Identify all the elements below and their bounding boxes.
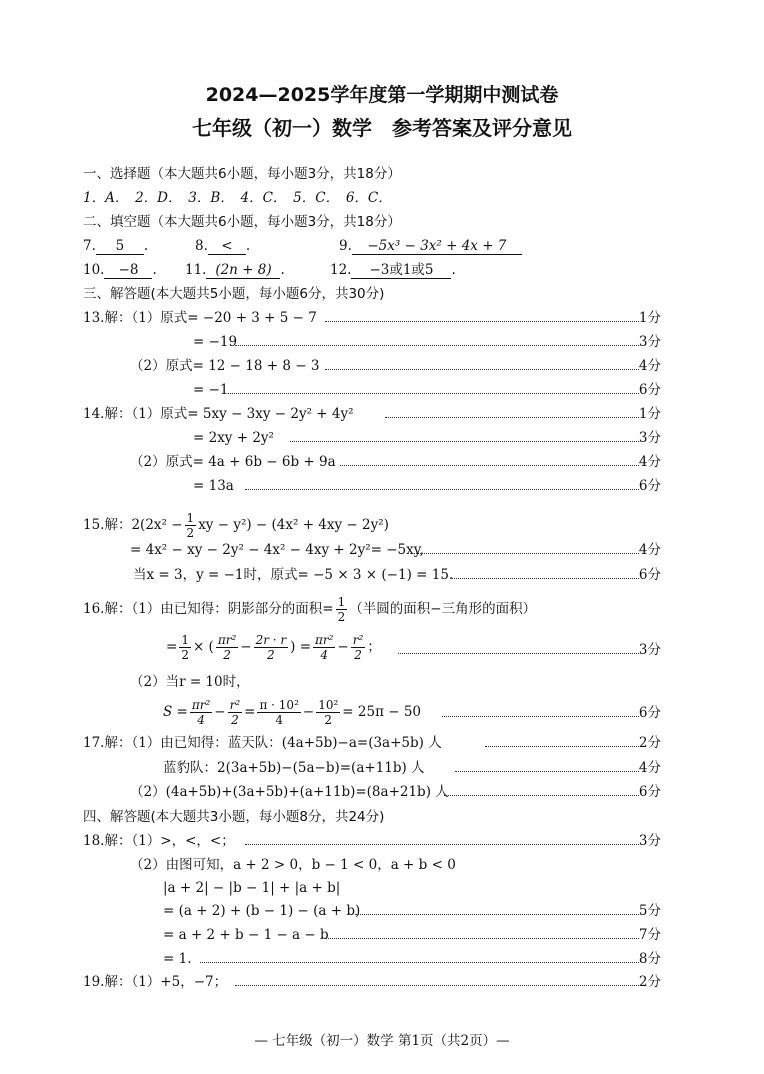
score: 6分 bbox=[638, 478, 661, 494]
page-subtitle: 七年级（初一）数学 参考答案及评分意见 bbox=[192, 116, 572, 140]
q18-line1: 18.解：（1）>，<，<； bbox=[83, 833, 235, 849]
score: 4分 bbox=[638, 542, 661, 558]
q17-line2: 蓝豹队：2(3a+5b)−(5a−b)=(a+11b) 人 bbox=[163, 760, 425, 776]
q14-line2: = 2xy + 2y² bbox=[193, 430, 274, 446]
leader-dots bbox=[355, 914, 639, 915]
leader-dots bbox=[228, 393, 639, 394]
leader-dots bbox=[442, 716, 639, 717]
score: 4分 bbox=[638, 454, 661, 470]
score: 3分 bbox=[638, 430, 661, 446]
q17-line1: 17.解：（1）由已知得：蓝天队：(4a+5b)−a=(3a+5b) 人 bbox=[83, 735, 442, 751]
leader-dots bbox=[444, 795, 639, 796]
fill-q7: 7. 5 . bbox=[83, 238, 149, 254]
score: 2分 bbox=[638, 974, 661, 990]
q14-line3: （2）原式= 4a + 6b − 6b + 9a bbox=[130, 454, 336, 470]
q19-line1: 19.解：（1）+5，−7； bbox=[83, 974, 228, 990]
score: 4分 bbox=[638, 760, 661, 776]
leader-dots bbox=[452, 578, 639, 579]
section-heading-solve-2: 四、解答题(本大题共3小题，每小题8分，共24分) bbox=[83, 809, 385, 825]
q13-line4: = −1 bbox=[193, 382, 229, 398]
leader-dots bbox=[385, 417, 639, 418]
choice-answers: 1．A． 2．D． 3．B． 4．C． 5．C． 6．C． bbox=[83, 190, 392, 206]
leader-dots bbox=[455, 771, 639, 772]
page-title: 2024—2025学年度第一学期期中测试卷 bbox=[205, 84, 559, 106]
score: 6分 bbox=[638, 382, 661, 398]
leader-dots bbox=[485, 746, 639, 747]
q13-line2: = −19 bbox=[193, 334, 238, 350]
score: 3分 bbox=[638, 334, 661, 350]
section-heading-solve: 三、解答题(本大题共5小题，每小题6分，共30分) bbox=[83, 286, 385, 302]
fill-q8: 8. < . bbox=[195, 238, 251, 254]
q15-line2: = 4x² − xy − 2y² − 4x² − 4xy + 2y²= −5xy, bbox=[130, 542, 424, 558]
score: 6分 bbox=[638, 705, 661, 721]
section-heading-choice: 一、选择题（本大题共6小题，每小题3分，共18分） bbox=[83, 166, 401, 182]
q18-line3: |a + 2| − |b − 1| + |a + b| bbox=[163, 880, 341, 896]
score: 5分 bbox=[638, 903, 661, 919]
leader-dots bbox=[235, 985, 639, 986]
score: 4分 bbox=[638, 358, 661, 374]
q18-line5: = a + 2 + b − 1 − a − b bbox=[163, 927, 329, 943]
fill-q10: 10. −8 . bbox=[83, 262, 157, 278]
score: 8分 bbox=[638, 951, 661, 967]
q16-line1: 16.解：（1）由已知得：阴影部分的面积= $\frac{1}{2}$ （半圆的面积−三角形的面积） bbox=[83, 595, 537, 624]
q14-line4: = 13a bbox=[193, 478, 234, 494]
score: 6分 bbox=[638, 567, 661, 583]
leader-dots bbox=[325, 369, 639, 370]
leader-dots bbox=[245, 489, 639, 490]
q15-line3: 当x = 3，y = −1时，原式= −5 × 3 × (−1) = 15. bbox=[133, 567, 454, 583]
q16-line3: （2）当r = 10时， bbox=[130, 674, 250, 690]
q16-line2: = $\frac{1}{2}$ × ( $\frac{\text{πr²}}{2}$ − $\frac{2r \cdot r}{2}$ ) = $\frac{\text{πr²}}{4}$ − $\frac{\text{r²}}{2}$ ； bbox=[166, 633, 381, 662]
leader-dots bbox=[398, 653, 639, 654]
q17-line3: （2）(4a+5b)+(3a+5b)+(a+11b)=(8a+21b) 人 bbox=[130, 784, 449, 800]
q16-line4: S = $\frac{\text{πr²}}{4}$ − $\frac{\text{r²}}{2}$ = $\frac{\text{π · 10²}}{4}$ − $\frac{\text{10²}}{2}$ = 25π − 50 bbox=[163, 698, 422, 727]
leader-dots bbox=[290, 441, 639, 442]
q18-line6: = 1. bbox=[163, 951, 192, 967]
q18-line2: （2）由图可知，a + 2 > 0，b − 1 < 0，a + b < 0 bbox=[130, 857, 456, 873]
q18-line4: = (a + 2) + (b − 1) − (a + b) bbox=[163, 903, 361, 919]
leader-dots bbox=[340, 465, 639, 466]
score: 6分 bbox=[638, 784, 661, 800]
section-heading-fill: 二、填空题（本大题共6小题，每小题3分，共18分） bbox=[83, 214, 401, 230]
q15-line1: 15.解：2(2x² − $\frac{1}{2}$ xy − y²) − (4x² + 4xy − 2y²) bbox=[83, 511, 389, 540]
fill-q12: 12. −3或1或5 . bbox=[330, 262, 456, 278]
leader-dots bbox=[200, 962, 639, 963]
leader-dots bbox=[245, 844, 639, 845]
leader-dots bbox=[325, 938, 639, 939]
score: 1分 bbox=[638, 310, 661, 326]
score: 3分 bbox=[638, 642, 661, 658]
score: 3分 bbox=[638, 833, 661, 849]
score: 7分 bbox=[638, 927, 661, 943]
q13-line3: （2）原式= 12 − 18 + 8 − 3 bbox=[130, 358, 320, 374]
fill-q11: 11. (2n + 8) . bbox=[185, 262, 285, 278]
leader-dots bbox=[325, 321, 639, 322]
q14-line1: 14.解：（1）原式= 5xy − 3xy − 2y² + 4y² bbox=[83, 406, 354, 422]
leader-dots bbox=[412, 553, 639, 554]
score: 2分 bbox=[638, 735, 661, 751]
fill-q9: 9. −5x³ − 3x² + 4x + 7 bbox=[339, 237, 522, 255]
score: 1分 bbox=[638, 406, 661, 422]
page-footer: — 七年级（初一）数学 第1页（共2页）— bbox=[254, 1033, 510, 1049]
leader-dots bbox=[235, 345, 639, 346]
q13-line1: 13.解：（1）原式= −20 + 3 + 5 − 7 bbox=[83, 310, 317, 326]
